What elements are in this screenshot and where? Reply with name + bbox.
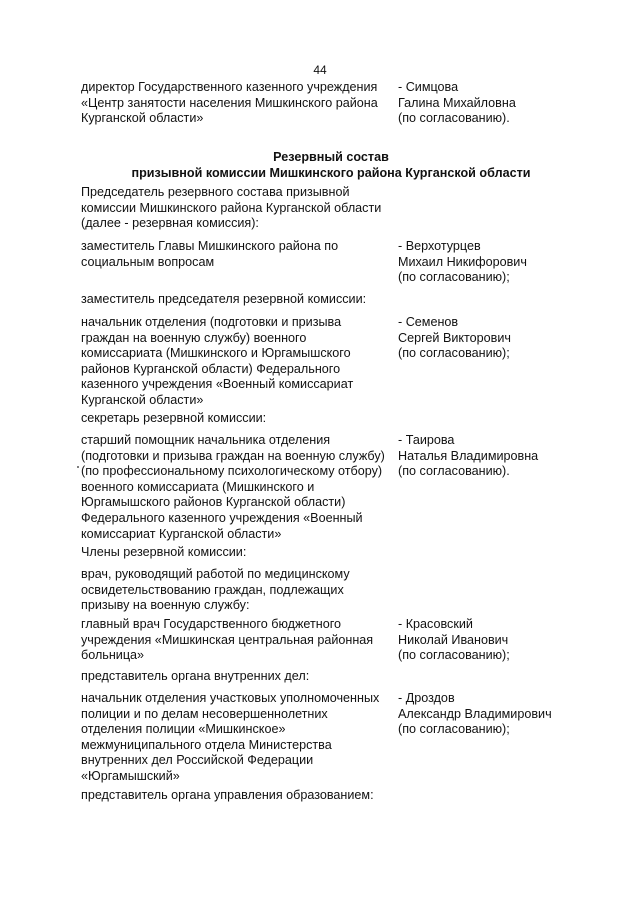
doctor-entry: [81, 617, 581, 665]
secretary-label: секретарь резервной комиссии:: [81, 411, 267, 425]
chairman-entry: [81, 239, 581, 287]
doctor-position: главный врач Государственного бюджетного учреждения «Мишкинская центральная районная больница»: [81, 617, 374, 663]
members-label-row: [81, 545, 581, 561]
chairman-label: Председатель резервного состава призывной комиссии Мишкинского района Курганской области (далее - резервная комиссия):: [81, 185, 382, 231]
deputy-label-row: [81, 292, 581, 308]
secretary-person: - Таирова Наталья Владимировна (по согласованию).: [398, 433, 539, 479]
deputy-entry: [81, 315, 581, 409]
secretary-entry: [81, 433, 581, 543]
doctor-label-row: [81, 567, 581, 615]
deputy-person: - Семенов Сергей Викторович (по согласованию);: [398, 315, 511, 361]
center-director-position: директор Государственного казенного учреждения «Центр занятости населения Мишкинского района Курганской области»: [81, 80, 378, 126]
secretary-label-row: [81, 411, 581, 427]
doctor-person: - Красовский Николай Иванович (по согласованию);: [398, 617, 510, 663]
section-heading-subtitle: призывной комиссии Мишкинского района Курганской области: [131, 166, 531, 180]
education-label: представитель органа управления образованием:: [81, 788, 374, 802]
center-director-entry: [81, 80, 581, 128]
police-position: начальник отделения участковых уполномоченных полиции и по делам несовершеннолетних отделения полиции «Мишкинское» межмуниципального отдела Министерства внутренних дел Российской Федерации «Юргамышский»: [81, 691, 380, 783]
chairman-position: заместитель Главы Мишкинского района по социальным вопросам: [81, 239, 339, 269]
doctor-label: врач, руководящий работой по медицинскому освидетельствованию граждан, подлежащих призыву на военную службу:: [81, 567, 350, 613]
page-number: 44: [313, 63, 327, 77]
police-label: представитель органа внутренних дел:: [81, 669, 310, 683]
deputy-label: заместитель председателя резервной комиссии:: [81, 292, 367, 306]
police-person: - Дроздов Александр Владимирович (по согласованию);: [398, 691, 552, 737]
chairman-person: - Верхотурцев Михаил Никифорович (по согласованию);: [398, 239, 527, 285]
police-entry: [81, 691, 581, 785]
education-label-row: [81, 788, 581, 804]
center-director-person: - Симцова Галина Михайловна (по согласованию).: [398, 80, 516, 126]
scan-speck: [77, 466, 79, 468]
members-label: Члены резервной комиссии:: [81, 545, 247, 559]
police-label-row: [81, 669, 581, 685]
deputy-position: начальник отделения (подготовки и призыва граждан на военную службу) военного комиссариата (Мишкинского и Юргамышского районов Курганской области) Федерального казенного учреждения «Военный комиссариат Курганской области»: [81, 315, 354, 407]
section-heading-title: Резервный состав: [273, 150, 389, 164]
chairman-label-row: [81, 185, 581, 233]
secretary-position: старший помощник начальника отделения (подготовки и призыва граждан на военную службу) (по профессиональному психологическому отбору) военного комиссариата (Мишкинского и Юргамышского районов Курганской области) Федерального казенного учреждения «Военный комиссариат Курганской области»: [81, 433, 385, 541]
